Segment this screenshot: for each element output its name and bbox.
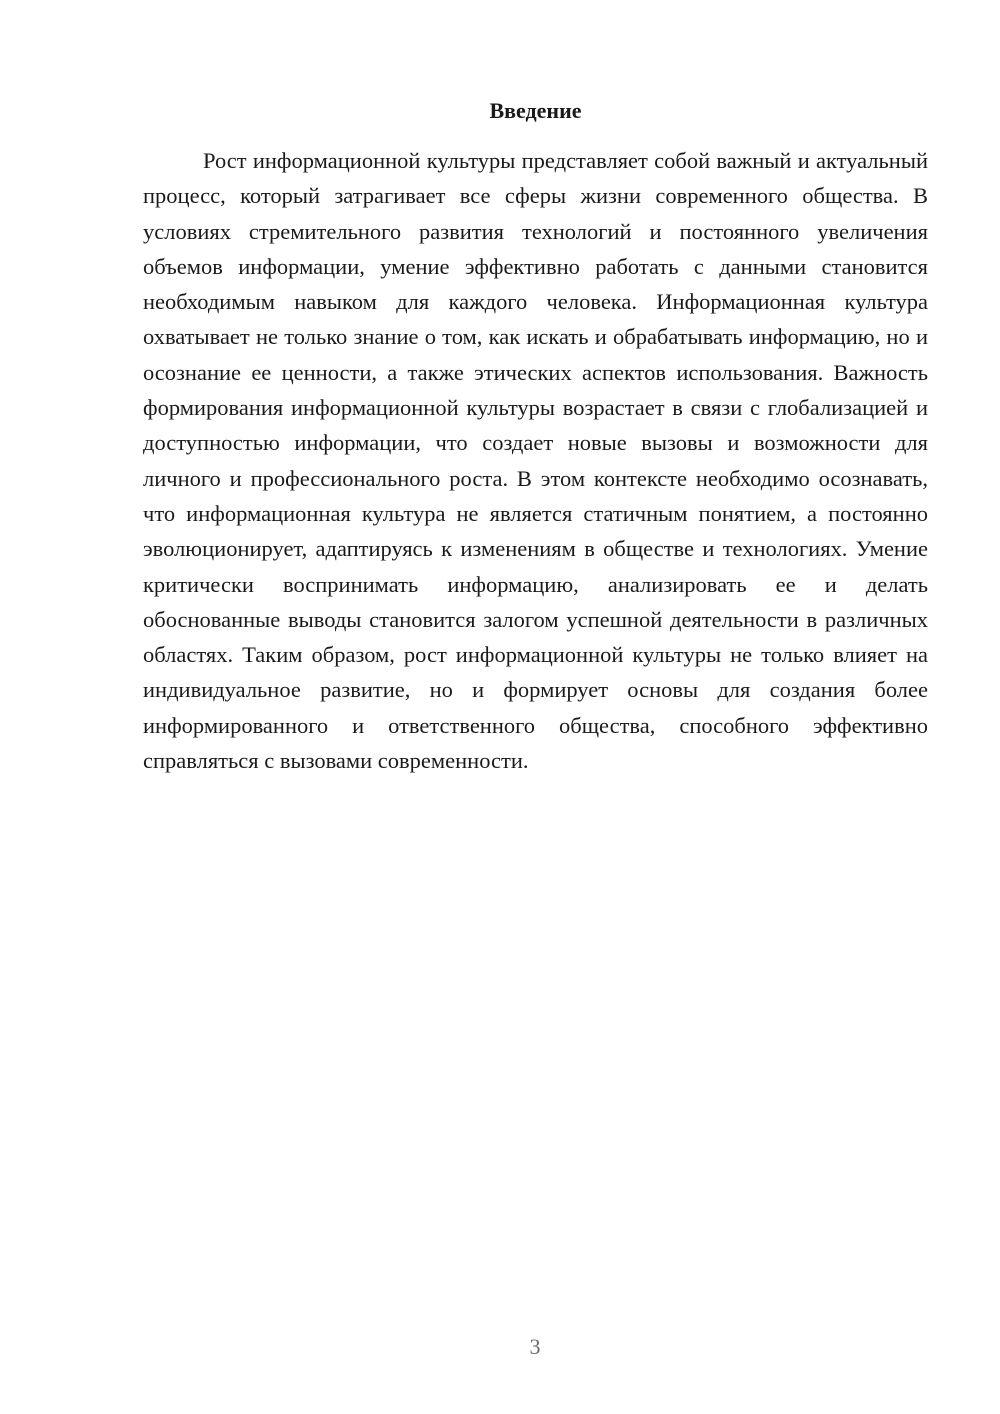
body-paragraph: Рост информационной культуры представляет собой важный и актуальный процесс, который затрагивает все сферы жизни современного общества. В условиях стремительного развития технологий и постоянного увеличения объемов информации, умение эффективно работать с данными становится необходимым навыком для каждого человека. Информационная культура охватывает не только знание о том, как искать и обрабатывать информацию, но и осознание ее ценности, а также этических аспектов использования. Важность формирования информационной культуры возрастает в связи с глобализацией и доступностью информации, что создает новые вызовы и возможности для личного и профессионального роста. В этом контексте необходимо осознавать, что информационная культура не является статичным понятием, а постоянно эволюционирует, адаптируясь к изменениям в обществе и технологиях. Умение критически воспринимать информацию, анализировать ее и делать обоснованные выводы становится залогом успешной деятельности в различных областях. Таким образом, рост информационной культуры не только влияет на индивидуальное развитие, но и формирует основы для создания более информированного и ответственного общества, способного эффективно справляться с вызовами современности.: [143, 148, 928, 774]
section-heading: Введение: [489, 98, 582, 123]
page-number: 3: [529, 1334, 541, 1359]
